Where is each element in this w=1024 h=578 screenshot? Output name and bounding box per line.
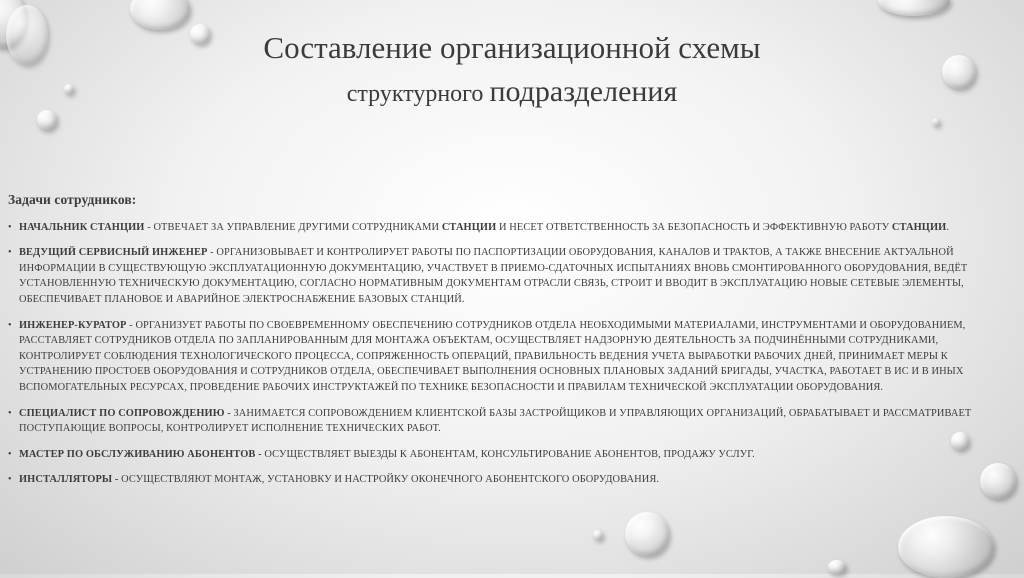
page-subtitle [0, 75, 1024, 109]
page-title: Составление организационной схемы [263, 30, 761, 65]
list-item [8, 318, 1008, 396]
water-drop-decoration [828, 560, 846, 574]
duty-text: ЗАНИМАЕТСЯ СОПРОВОЖДЕНИЕМ КЛИЕНТСКОЙ БАЗЫ ЗАСТРОЙЩИКОВ И УПРАВЛЯЮЩИХ ОРГАНИЗАЦИЙ, ОБРАБАТЫВАЕТ И РАССМАТРИВАЕТ ПОСТУПАЮЩИЕ ВОПРОСЫ, КОНТРОЛИРУЕТ ИСПОЛНЕНИЕ ТЕХНИЧЕСКИХ РАБОТ. [19, 407, 972, 435]
duty-text: ОСУЩЕСТВЛЯЮТ МОНТАЖ, УСТАНОВКУ И НАСТРОЙКУ ОКОНЕЧНОГО АБОНЕНТСКОГО ОБОРУДОВАНИЯ. [118, 474, 660, 486]
section-heading: Задачи сотрудников: [8, 192, 137, 207]
water-drop-decoration [593, 530, 603, 540]
role-name: ИНСТАЛЛЯТОРЫ - [19, 474, 119, 486]
employee-duties-section [8, 192, 1008, 498]
duty-text: ОСУЩЕСТВЛЯЕТ ВЫЕЗДЫ К АБОНЕНТАМ, КОНСУЛЬТИРОВАНИЕ АБОНЕНТОВ, ПРОДАЖУ УСЛУГ. [261, 448, 755, 460]
water-drop-decoration [932, 118, 940, 126]
subtitle-word: подразделения [489, 75, 678, 108]
duties-list [8, 220, 1008, 488]
list-item [8, 406, 1008, 437]
duty-text-bold: СТАНЦИИ [441, 221, 497, 233]
role-name: ИНЖЕНЕР-КУРАТОР [19, 319, 127, 331]
water-drop-decoration [898, 516, 994, 578]
duty-text: . [946, 221, 950, 233]
water-drop-decoration [625, 512, 669, 556]
role-name: СПЕЦИАЛИСТ ПО СОПРОВОЖДЕНИЮ - [19, 407, 231, 419]
subtitle-prefix: структурного [346, 81, 484, 107]
water-drop-decoration [130, 0, 190, 30]
list-item [8, 220, 1008, 236]
duty-text-bold: СТАНЦИИ [891, 221, 947, 233]
list-item [8, 245, 1008, 307]
duty-text: - ОРГАНИЗОВЫВАЕТ И КОНТРОЛИРУЕТ РАБОТЫ ПО ПАСПОРТИЗАЦИИ ОБОРУДОВАНИЯ, КАНАЛОВ И ТРАКТОВ, А ТАКЖЕ ВНЕСЕНИЕ АКТУАЛЬНОЙ ИНФОРМАЦИИ В СУЩЕСТВУЮЩУЮ ЭКСПЛУАТАЦИОННУЮ ДОКУМЕНТАЦИЮ, УЧАСТВУЕТ В ПРИЕМО-СДАТОЧНЫХ ИСПЫТАНИЯХ ВНОВЬ СМОНТИРОВАННОГО ОБОРУДОВАНИЯ, ВЕДЁТ УСТАНОВЛЕННУЮ ТЕХНИЧЕСКУЮ ДОКУМЕНТАЦИЮ, СОГЛАСНО НОРМАТИВНЫМ ДОКУМЕНТАМ ОТРАСЛИ СВЯЗЬ, СТРОИТ И ВВОДИТ В ЭКСПЛУАТАЦИЮ НОВЫЕ СЕТЕВЫЕ ЭЛЕМЕНТЫ, ОБЕСПЕЧИВАЕТ ПЛАНОВОЕ И АВАРИЙНОЕ ЭЛЕКТРОСНАБЖЕНИЕ БАЗОВЫХ СТАНЦИЙ. [19, 247, 968, 305]
role-name: МАСТЕР ПО ОБСЛУЖИВАНИЮ АБОНЕНТОВ - [19, 448, 262, 460]
list-item [8, 472, 1008, 488]
duty-text: И НЕСЕТ ОТВЕТСТВЕННОСТЬ ЗА БЕЗОПАСНОСТЬ И ЭФФЕКТИВНУЮ РАБОТУ [496, 221, 892, 233]
role-name: ВЕДУЩИЙ СЕРВИСНЫЙ ИНЖЕНЕР [19, 247, 208, 259]
list-item [8, 447, 1008, 463]
water-drop-decoration [878, 0, 950, 16]
duty-text: - ОРГАНИЗУЕТ РАБОТЫ ПО СВОЕВРЕМЕННОМУ ОБЕСПЕЧЕНИЮ СОТРУДНИКОВ ОТДЕЛА НЕОБХОДИМЫМИ МАТЕРИАЛАМИ, ИНСТРУМЕНТАМИ И ОБОРУДОВАНИЕМ, РАССТАВЛЯЕТ СОТРУДНИКОВ ОТДЕЛА ПО ЗАПЛАНИРОВАННЫМ ДЛЯ МОНТАЖА ОБЪЕКТАМ, ОСУЩЕСТВЛЯЕТ НАДЗОРНУЮ ДЕЯТЕЛЬНОСТЬ ЗА ПОДЧИНЁННЫМИ СОТРУДНИКАМИ, КОНТРОЛИРУЕТ СОБЛЮДЕНИЯ ТЕХНОЛОГИЧЕСКОГО ПРОЦЕССА, СОПРЯЖЕННОСТЬ ОПЕРАЦИЙ, ПРАВИЛЬНОСТЬ ВЕДЕНИЯ УЧЕТА ВЫРАБОТКИ РАБОЧИХ ДНЕЙ, ПРИНИМАЕТ МЕРЫ К УСТРАНЕНИЮ ПРОСТОЕВ ОБОРУДОВАНИЯ И СОТРУДНИКОВ ОТДЕЛА, ОБЕСПЕЧИВАЕТ ВЫПОЛНЕНИЯ ОСНОВНЫХ ПЛАНОВЫХ ЗАДАНИЙ БРИГАДЫ, УЧАСТКА, РАБОТАЕТ В ИС И В ИНЫХ ВСПОМОГАТЕЛЬНЫХ РЕСУРСАХ, ПРОВЕДЕНИЕ РАБОЧИХ ИНСТРУКТАЖЕЙ ПО ТЕХНИКЕ БЕЗОПАСНОСТИ И ПРАВИЛАМ ТЕХНИЧЕСКОЙ ЭКСПЛУАТАЦИИ ОБОРУДОВАНИЯ. [19, 319, 966, 393]
role-name: НАЧАЛЬНИК СТАНЦИИ [19, 221, 145, 233]
duty-text: - ОТВЕЧАЕТ ЗА УПРАВЛЕНИЕ ДРУГИМИ СОТРУДНИКАМИ [144, 221, 442, 233]
water-drop-decoration [37, 110, 57, 130]
